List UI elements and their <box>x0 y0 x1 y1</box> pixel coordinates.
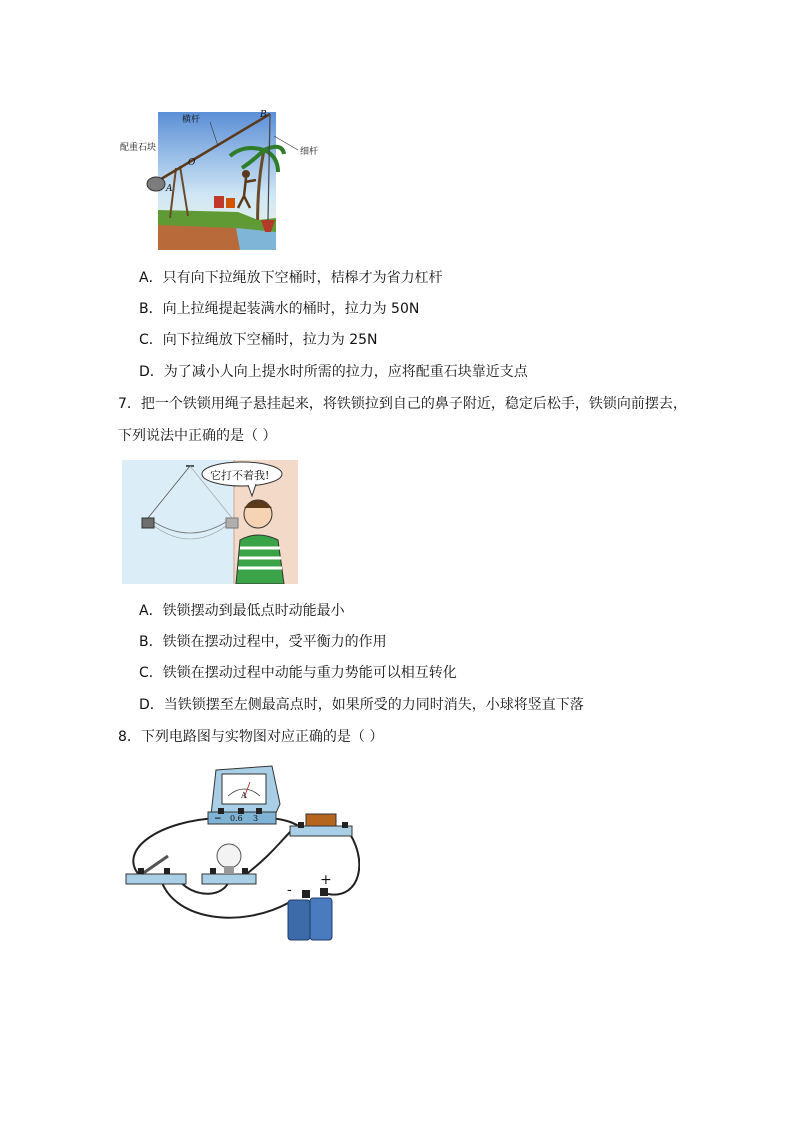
rheostat <box>290 814 352 836</box>
circuit-figure <box>120 760 360 946</box>
ammeter-terminal-minus: − <box>214 814 222 824</box>
circuit-illustration <box>120 760 360 946</box>
point-a-label: A <box>166 184 173 194</box>
counterweight-label: 配重石块 <box>120 143 157 153</box>
battery-pack <box>288 888 332 940</box>
q6-option-c: C．向下拉绳放下空桶时，拉力为 25N <box>139 332 378 348</box>
pendulum-figure <box>122 460 298 584</box>
q6-option-a: A．只有向下拉绳放下空桶时，桔槔才为省力杠杆 <box>139 270 443 286</box>
well-sweep-illustration <box>118 100 338 260</box>
ammeter-symbol: A <box>241 791 247 800</box>
crossbar-label: 横杆 <box>182 115 201 125</box>
thin-pole-label: 细杆 <box>300 147 319 157</box>
q7-stem-line1: 7．把一个铁锁用绳子悬挂起来，将铁锁拉到自己的鼻子附近，稳定后松手，铁锁向前摆去， <box>118 396 687 412</box>
battery-plus-label: + <box>320 872 332 888</box>
q6-option-d: D．为了减小人向上提水时所需的拉力，应将配重石块靠近支点 <box>139 364 528 380</box>
well-sweep-figure <box>118 100 338 260</box>
q7-stem-line2: 下列说法中正确的是（ ） <box>118 428 277 444</box>
point-b-label: B <box>260 110 267 120</box>
light-bulb <box>202 844 256 884</box>
q7-option-b: B．铁锁在摆动过程中，受平衡力的作用 <box>139 634 387 650</box>
q8-stem: 8．下列电路图与实物图对应正确的是（ ） <box>118 729 384 745</box>
q7-option-a: A．铁锁摆动到最低点时动能最小 <box>139 603 345 619</box>
battery-minus-label: - <box>287 882 292 898</box>
ammeter-terminal-3: 3 <box>253 814 259 823</box>
q7-option-d: D．当铁锁摆至左侧最高点时，如果所受的力同时消失，小球将竖直下落 <box>139 697 584 713</box>
ammeter-terminal-06: 0.6 <box>230 814 243 823</box>
point-o-label: O <box>188 158 196 168</box>
speech-bubble-text: 它打不着我! <box>210 469 270 482</box>
q6-option-b: B．向上拉绳提起装满水的桶时，拉力为 50N <box>139 301 420 317</box>
q7-option-c: C．铁锁在摆动过程中动能与重力势能可以相互转化 <box>139 665 457 681</box>
